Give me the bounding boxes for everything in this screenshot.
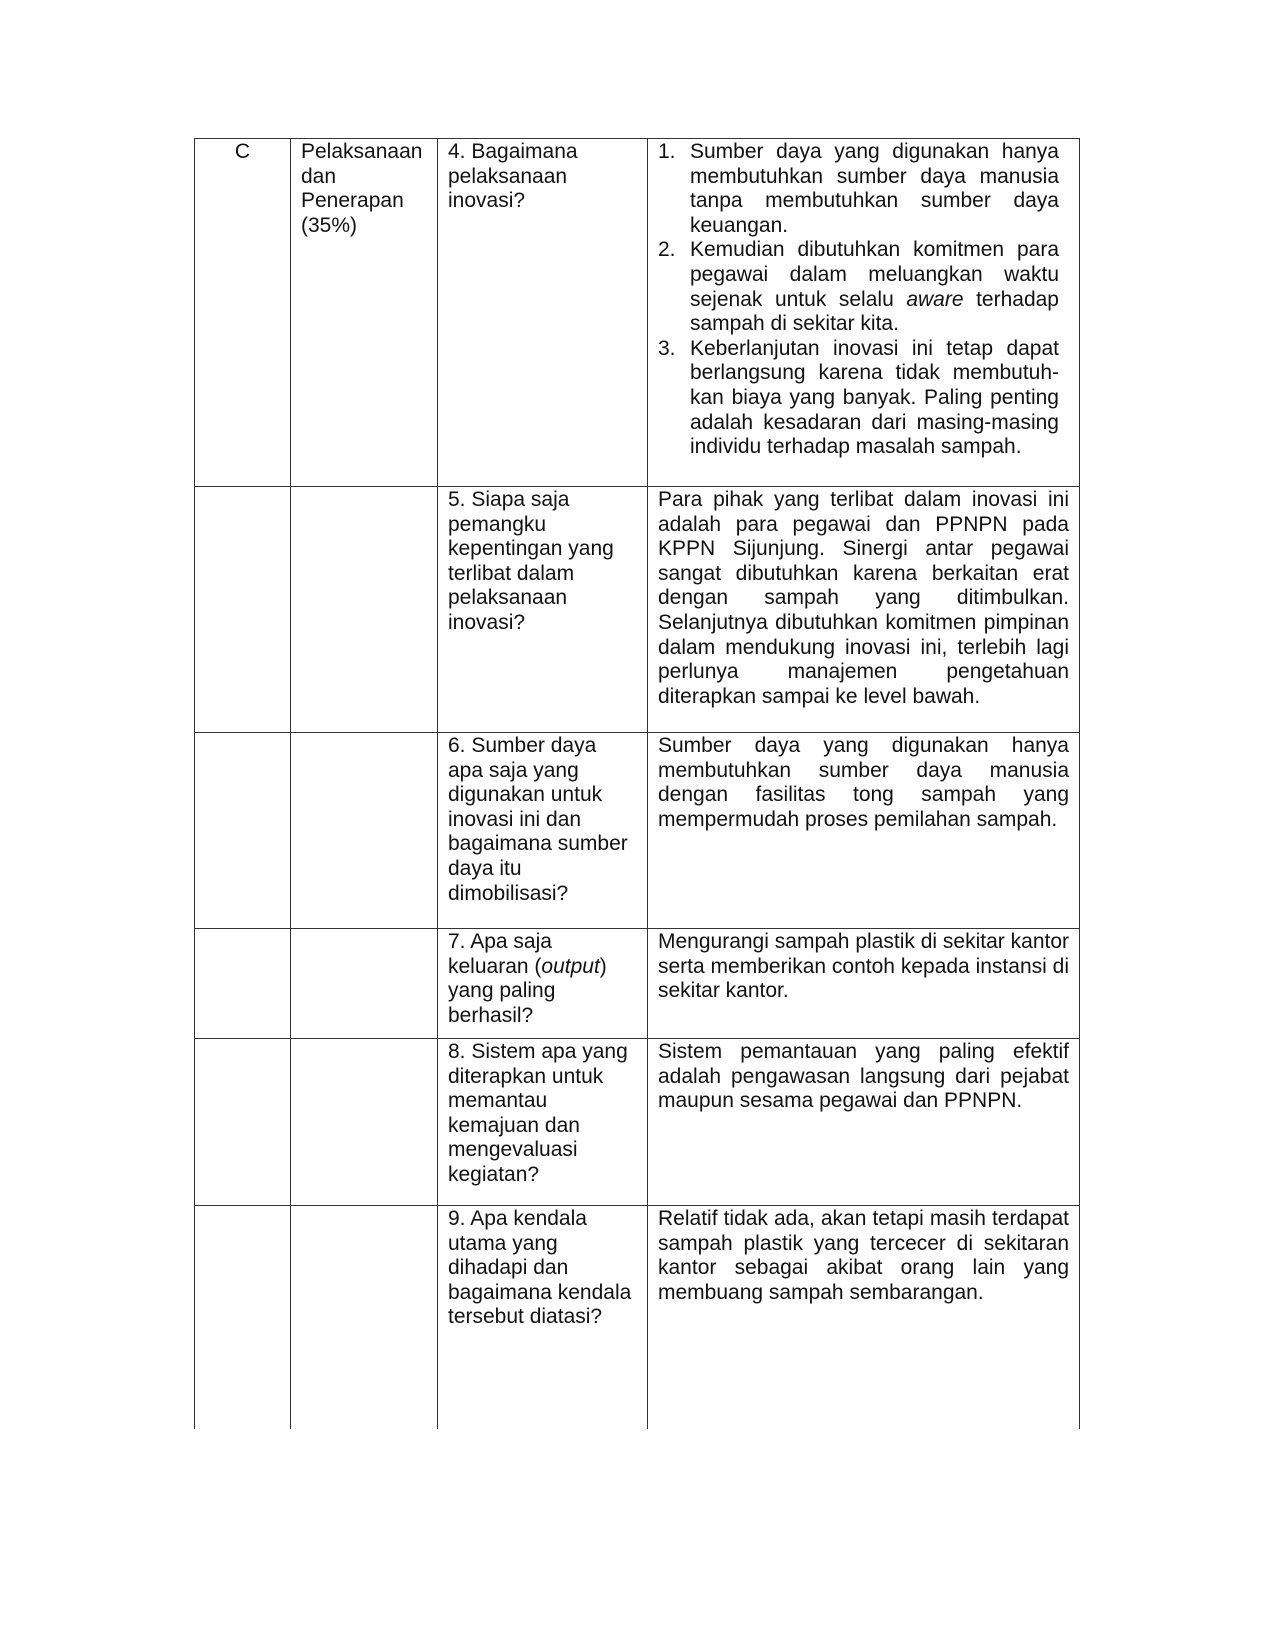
list-item	[658, 238, 1059, 336]
table-row	[195, 487, 1080, 733]
criteria-code-cell	[195, 1039, 291, 1206]
criteria-code-cell	[195, 929, 291, 1039]
innovation-assessment-table	[194, 138, 1080, 1429]
list-item	[658, 337, 1059, 460]
table-row	[195, 1206, 1080, 1429]
list-item	[658, 140, 1059, 238]
criteria-code-cell	[195, 733, 291, 929]
answer-cell: Para pihak yang terlibat dalam inovasi ini adalah para pegawai dan PPNPN pada KPPN Sijunjung. Sinergi antar pegawai sangat dibutuhkan karena berkaitan erat dengan sampah yang ditimbulkan. Selanjutnya dibutuhkan komitmen pimpinan dalam mendukung inovasi ini, terlebih lagi perlunya manajemen pengetahuan diterapkan sampai ke level bawah.	[648, 487, 1080, 733]
table-row	[195, 733, 1080, 929]
criteria-code-cell	[195, 1206, 291, 1429]
aspect-cell	[291, 1039, 438, 1206]
list-text: Keberlanjutan inovasi ini tetap dapat berlangsung karena tidak membutuh-kan biaya yang banyak. Paling penting adalah kesadaran dari masing-masing individu terhadap masalah sampah.	[690, 336, 1059, 459]
question-text: 7. Apa saja keluaran (	[448, 930, 552, 978]
answer-cell: Sistem pemantauan yang paling efektif adalah pengawasan langsung dari pejabat maupun sesama pegawai dan PPNPN.	[648, 1039, 1080, 1206]
question-cell: 5. Siapa saja pemangku kepentingan yang terlibat dalam pelaksanaan inovasi?	[438, 487, 648, 733]
table-row	[195, 1039, 1080, 1206]
list-text: terhadap sampah di sekitar kita.	[690, 287, 1059, 336]
question-cell: 8. Sistem apa yang diterapkan untuk memantau kemajuan dan mengevaluasi kegiatan?	[438, 1039, 648, 1206]
question-text: ) yang paling berhasil?	[448, 954, 607, 1027]
list-number: 1.	[658, 140, 676, 163]
list-text: Sumber daya yang digunakan hanya membutuhkan sumber daya manusia tanpa membutuhkan sumber daya keuangan.	[690, 140, 1059, 237]
list-text-italic: aware	[906, 287, 964, 311]
aspect-cell	[291, 487, 438, 733]
question-text-italic: output	[541, 954, 600, 978]
table-row	[195, 139, 1080, 487]
question-cell	[438, 929, 648, 1039]
question-cell: 6. Sumber daya apa saja yang digunakan untuk inovasi ini dan bagaimana sumber daya itu dimobilisasi?	[438, 733, 648, 929]
aspect-cell	[291, 733, 438, 929]
answer-cell: Sumber daya yang digunakan hanya membutuhkan sumber daya manusia dengan fasilitas tong sampah yang mempermudah proses pemilahan sampah.	[648, 733, 1080, 929]
criteria-code-cell	[195, 487, 291, 733]
question-cell: 9. Apa kendala utama yang dihadapi dan bagaimana kendala tersebut diatasi?	[438, 1206, 648, 1429]
question-cell: 4. Bagaimana pelaksanaan inovasi?	[438, 139, 648, 487]
aspect-cell: Pelaksanaan dan Penerapan (35%)	[291, 139, 438, 487]
aspect-cell	[291, 929, 438, 1039]
aspect-cell	[291, 1206, 438, 1429]
list-number: 3.	[658, 336, 676, 360]
table-row	[195, 929, 1080, 1039]
list-text: Kemudian dibutuhkan komitmen para pegawai dalam meluangkan waktu sejenak untuk selalu	[690, 238, 1059, 311]
answer-cell: Relatif tidak ada, akan tetapi masih terdapat sampah plastik yang tercecer di sekitaran kantor sebagai akibat orang lain yang membuang sampah sembarangan.	[648, 1206, 1080, 1429]
answer-list	[658, 140, 1059, 460]
answer-cell: Mengurangi sampah plastik di sekitar kantor serta memberikan contoh kepada instansi di sekitar kantor.	[648, 929, 1080, 1039]
criteria-code-cell: C	[195, 139, 291, 487]
answer-cell	[648, 139, 1080, 487]
list-number: 2.	[658, 238, 676, 262]
